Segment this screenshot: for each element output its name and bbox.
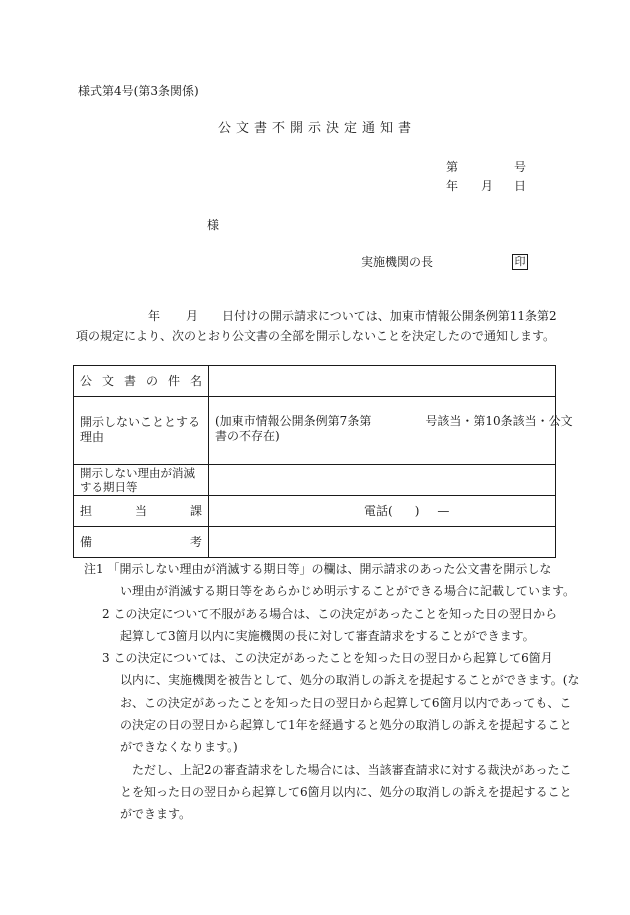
reason-part-b: 号該当・第10条該当・公文: [425, 414, 573, 428]
table-row: [74, 366, 556, 397]
reason-part-a: (加東市情報公開条例第7条第: [215, 414, 372, 428]
label-reason: 開示しないこととする理由: [74, 397, 209, 465]
body-line2: 項の規定により、次のとおり公文書の全部を開示しないことを決定したので通知します。: [76, 329, 556, 343]
body-year: 年: [148, 309, 161, 323]
disclosure-table: [73, 365, 573, 558]
note-line: お、この決定があったことを知った日の翌日から起算して6箇月以内であっても、こ: [120, 695, 572, 710]
note-line: 起算して3箇月以内に実施機関の長に対して審査請求をすることができます。: [120, 628, 535, 643]
note-line: とを知った日の翌日から起算して6箇月以内に、処分の取消しの訴えを提起すること: [120, 784, 572, 799]
addressee-suffix: 様: [207, 218, 220, 232]
table-row: [74, 397, 556, 465]
value-document-subject: [209, 366, 556, 397]
label-department: 担当課: [74, 496, 209, 527]
table-row: [74, 527, 556, 558]
note-line: 注1 「開示しない理由が消滅する期日等」の欄は、開示請求のあった公文書を開示しな: [84, 562, 552, 576]
note-line: ができます。: [120, 807, 192, 822]
note-line: 以内に、実施機関を被告として、処分の取消しの訴えを提起することができます。(な: [120, 673, 580, 688]
note-line: ができなくなります。): [120, 740, 238, 755]
doc-number-dai: 第: [446, 160, 459, 174]
seal-mark: [512, 253, 528, 270]
label-document-subject: 公文書の件名: [74, 366, 209, 397]
table-row: [74, 496, 556, 527]
doc-number-go: 号: [514, 160, 527, 174]
value-reason: [209, 397, 573, 465]
form-number: 様式第4号(第3条関係): [78, 84, 199, 98]
body-month: 月: [186, 309, 199, 323]
phone-mid: ): [414, 503, 420, 518]
date-month: 月: [481, 179, 494, 193]
document-title: 公文書不開示決定通知書: [218, 121, 417, 136]
label-remarks: 備考: [74, 527, 209, 558]
seal-icon: 印: [512, 254, 528, 270]
value-expiry: [209, 465, 556, 496]
notes-section: [84, 558, 580, 826]
body-line1: 日付けの開示請求については、加東市情報公開条例第11条第2: [222, 309, 557, 323]
phone-label: 電話(: [364, 503, 393, 518]
date-year: 年: [446, 179, 459, 193]
note-line: い理由が消滅する期日等をあらかじめ明示することができる場合に記載しています。: [120, 584, 576, 599]
value-remarks: [209, 527, 556, 558]
reason-part-c: 書の不存在): [215, 429, 280, 443]
table-row: [74, 465, 556, 496]
note-line: 3 この決定については、この決定があったことを知った日の翌日から起算して6箇月: [102, 651, 553, 666]
issuer: 実施機関の長: [361, 255, 434, 269]
date-day: 日: [514, 179, 527, 193]
note-line: の決定の日の翌日から起算して1年を経過すると処分の取消しの訴えを提起すること: [120, 718, 572, 733]
phone-dash: —: [437, 503, 450, 518]
note-line: ただし、上記2の審査請求をした場合には、当該審査請求に対する裁決があったこ: [132, 762, 572, 777]
note-line: 2 この決定について不服がある場合は、この決定があったことを知った日の翌日から: [102, 606, 558, 621]
label-expiry: 開示しない理由が消滅する期日等: [74, 465, 209, 496]
value-department: [209, 496, 556, 527]
